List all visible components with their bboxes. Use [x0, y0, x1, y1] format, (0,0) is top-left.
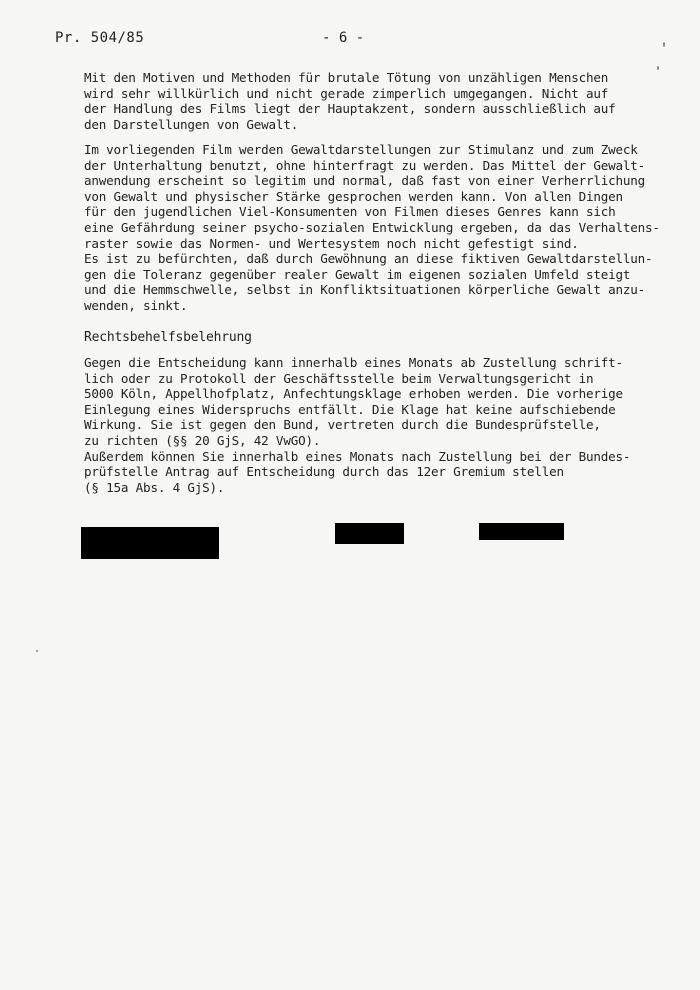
redaction-block [335, 523, 404, 544]
scan-speck [36, 650, 38, 652]
text-line: eine Gefährdung seiner psycho-sozialen Entwicklung ergeben, da das Verhaltens- [84, 219, 660, 235]
text-line: Im vorliegenden Film werden Gewaltdarstellungen zur Stimulanz und zum Zweck [84, 142, 638, 157]
text-line: und die Hemmschwelle, selbst in Konfliktsituationen körperliche Gewalt anzu- [84, 282, 646, 298]
text-line: Wirkung. Sie ist gegen den Bund, vertreten durch die Bundesprüfstelle, [84, 417, 601, 433]
text-line: wenden, sinkt. [84, 297, 188, 313]
text-line: wird sehr willkürlich und nicht gerade zimperlich umgegangen. Nicht auf [84, 85, 609, 101]
scan-speck [657, 66, 659, 70]
text-line: Gegen die Entscheidung kann innerhalb eines Monats ab Zustellung schrift- [84, 355, 623, 370]
text-line: 5000 Köln, Appellhofplatz, Anfechtungsklage erhoben werden. Die vorherige [84, 386, 623, 402]
text-line: (§ 15a Abs. 4 GjS). [84, 479, 225, 495]
text-line: der Handlung des Films liegt der Hauptakzent, sondern ausschließlich auf [84, 101, 616, 117]
page-number: - 6 - [322, 30, 365, 46]
text-line: den Darstellungen von Gewalt. [84, 116, 299, 132]
text-line: anwendung erscheint so legitim und normal, daß fast von einer Verherrlichung [84, 173, 646, 189]
text-line: von Gewalt und physischer Stärke gesprochen werden kann. Von allen Dingen [84, 188, 623, 204]
text-line: zu richten (§§ 20 GjS, 42 VwGO). [84, 432, 321, 448]
text-line: Es ist zu befürchten, daß durch Gewöhnung an diese fiktiven Gewaltdarstellun- [84, 251, 653, 267]
paragraph-text [84, 355, 631, 495]
text-line: Mit den Motiven und Methoden für brutale Tötung von unzähligen Menschen [84, 70, 609, 85]
paragraph-legal-remedy [84, 355, 631, 495]
text-line: raster sowie das Normen- und Wertesystem noch nicht gefestigt sind. [84, 235, 579, 251]
paragraph-text [84, 142, 660, 314]
text-line: für den jugendlichen Viel-Konsumenten von Filmen dieses Genres kann sich [84, 204, 616, 220]
paragraph-assessment [84, 142, 660, 314]
text-line: prüfstelle Antrag auf Entscheidung durch das 12er Gremium stellen [84, 464, 564, 480]
scan-speck [663, 42, 665, 47]
text-line: lich oder zu Protokoll der Geschäftsstelle beim Verwaltungsgericht in [84, 370, 594, 386]
text-line: Außerdem können Sie innerhalb eines Monats nach Zustellung bei der Bundes- [84, 448, 631, 464]
paragraph-motives [84, 70, 624, 132]
text-line: der Unterhaltung benutzt, ohne hinterfragt zu werden. Das Mittel der Gewalt- [84, 157, 646, 173]
text-line: Einlegung eines Widerspruchs entfällt. Die Klage hat keine aufschiebende [84, 401, 616, 417]
document-reference: Pr. 504/85 [55, 30, 145, 46]
redaction-block [81, 527, 219, 559]
section-heading: Rechtsbehelfsbelehrung [84, 330, 252, 345]
redaction-block [479, 523, 564, 540]
paragraph-text [84, 70, 624, 132]
text-line: gen die Toleranz gegenüber realer Gewalt im eigenen sozialen Umfeld steigt [84, 266, 631, 282]
